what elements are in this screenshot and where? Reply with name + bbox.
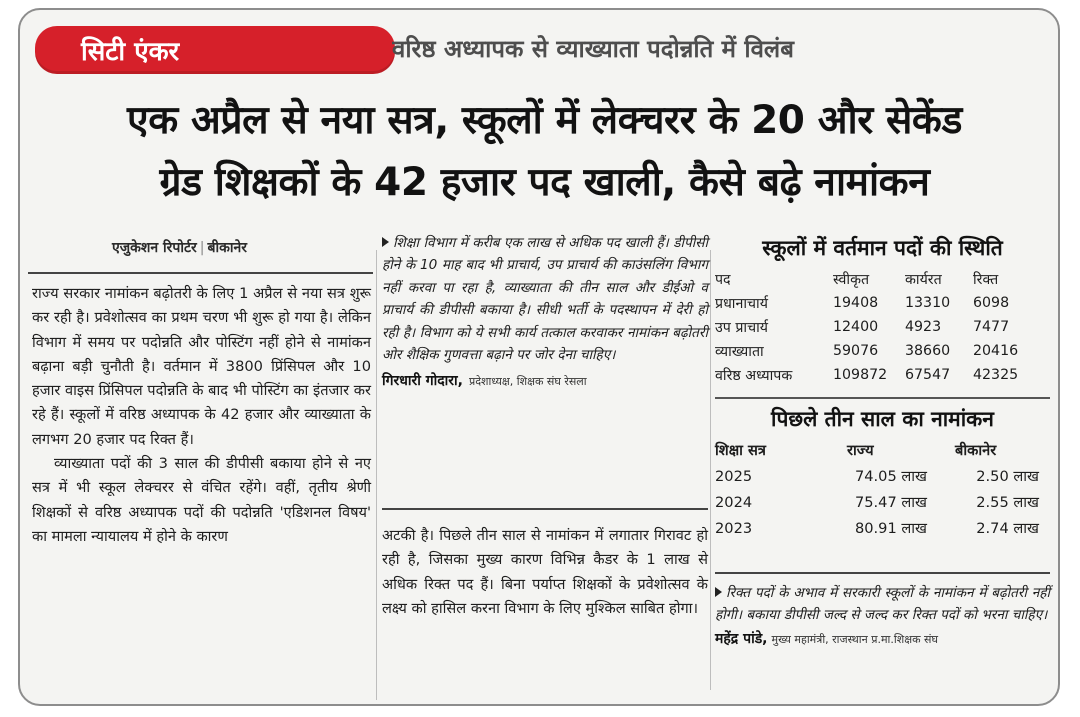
header-cell: रिक्त [973,271,999,288]
article-continuation: अटकी है। पिछले तीन साल से नामांकन में लगातार गिरावट हो रही है, जिसका मुख्य कारण विभिन्न कैडर के 1 लाख से अधिक रिक्त पद हैं। बिना पर्याप्त शिक्षकों के प्रवेशोत्सव के लक्ष्य को हासिल करना विभाग के लिए मुश्किल साबित होगा। [382,527,708,617]
header-cell: स्वीकृत [833,271,870,288]
enrollment-table-header [715,437,1050,463]
table-row [715,315,1050,339]
quote-arrow-icon [715,587,722,597]
table-cell: 2.50 लाख [976,468,1039,485]
pull-quote-1-text: शिक्षा विभाग में करीब एक लाख से अधिक पद खाली हैं। डीपीसी होने के 10 माह बाद भी प्राचार्य, उप प्राचार्य की काउंसलिंग विभाग नहीं करवा पा रहा है, व्याख्याता की तीन साल और डीईओ व प्राचार्य की डीपीसी बकाया है। सीधी भर्ती के पदस्थापन में देरी हो रही है। विभाग को ये सभी कार्य तत्काल करवाकर नामांकन बढ़ोतरी ओर शैक्षिक गुणवत्ता बढ़ाने पर जोर देना चाहिए। [382,235,708,364]
header-cell: कार्यरत [905,271,942,288]
article-column-2 [382,232,708,390]
header-cell: शिक्षा सत्र [715,442,766,459]
table-row [715,339,1050,363]
table-cell: वरिष्ठ अध्यापक [715,367,793,384]
table-cell: 67547 [905,367,951,383]
article-paragraph-1: राज्य सरकार नामांकन बढ़ोतरी के लिए 1 अप्रैल से नया सत्र शुरू कर रही है। प्रवेशोत्सव का प्रथम चरण भी शुरू हो गया है। लेकिन विभाग में समय पर पदोन्नति और पोस्टिंग नहीं होने से नामांकन बढ़ाना बड़ी चुनौती है। वर्तमान में 3800 प्रिंसिपल और 10 हजार वाइस प्रिंसिपल पदोन्नति के बाद भी पोस्टिंग का इंतजार कर रहे हैं। स्कूलों में वरिष्ठ अध्यापक के 42 हजार और व्याख्याता के लगभग 20 हजार पद रिक्त हैं। [32,285,371,448]
table-cell: 75.47 लाख [854,494,927,511]
quote-arrow-icon [382,237,389,247]
pull-quote-1-signature [382,371,708,390]
pull-quote-2-role: मुख्य महामंत्री, राजस्थान प्र.मा.शिक्षक संघ [771,632,938,646]
table-cell: 59076 [833,343,879,359]
vacancy-table-header [715,267,1050,291]
byline [112,238,247,257]
table-cell: 7477 [973,319,1010,335]
header-cell: पद [715,271,731,288]
table-cell: 2.74 लाख [976,520,1039,537]
headline-line-1: एक अप्रैल से नया सत्र, स्कूलों में लेक्चरर के 20 और सेकेंड [127,98,962,143]
pull-quote-1-role: प्रदेशाध्यक्ष, शिक्षक संघ रेसला [468,375,587,389]
table-cell: व्याख्याता [715,343,764,360]
kicker-headline: वरिष्ठ अध्यापक से व्याख्याता पदोन्नति में विलंब [392,35,794,63]
table-cell: 2023 [715,519,753,537]
table-row [715,291,1050,315]
stats-column [715,232,1050,541]
table-cell: 2.55 लाख [976,494,1039,511]
pull-quote-2-body [715,582,1050,627]
column-2-rule [382,508,708,510]
article-paragraph-2: व्याख्याता पदों की 3 साल की डीपीसी बकाया होने से नए सत्र में भी स्कूल लेक्चरर से वंचित रहेंगे। वहीं, तृतीय श्रेणी शिक्षकों से वरिष्ठ अध्यापक पदों की पदोन्नति 'एडिशनल विषय' का मामला न्यायालय में होने के कारण [32,455,371,545]
section-badge-label: सिटी एंकर [81,37,180,67]
pull-quote-1-author: गिरधारी गोदारा, [382,373,463,390]
enrollment-table-title: पिछले तीन साल का नामांकन [715,397,1050,437]
table-row [715,515,1050,541]
table-row [715,363,1050,387]
table-cell: 2025 [715,467,753,485]
table-cell: 20416 [973,343,1019,359]
table-cell: 38660 [905,343,951,359]
vacancy-table-title: स्कूलों में वर्तमान पदों की स्थिति [762,236,1003,260]
table-cell: 42325 [973,367,1019,383]
table-cell: 19408 [833,295,879,311]
table-cell: 4923 [905,319,942,335]
pull-quote-2 [715,572,1050,648]
table-cell: 6098 [973,295,1010,311]
news-clipping [18,8,1060,706]
header-cell: राज्य [847,442,874,459]
column-divider [376,250,377,700]
table-cell: 80.91 लाख [854,520,927,537]
table-cell: उप प्राचार्य [715,319,769,336]
column-divider [710,250,711,690]
table-cell: प्रधानाचार्य [715,295,768,312]
pull-quote-2-text: रिक्त पदों के अभाव में सरकारी स्कूलों के नामांकन में बढ़ोतरी नहीं होगी। बकाया डीपीसी जल्द से जल्द कर रिक्त पदों को भरना चाहिए। [715,585,1050,624]
header-cell: बीकानेर [955,442,997,459]
pull-quote-1 [382,232,708,366]
pull-quote-2-signature [715,629,1050,648]
headline-line-2: ग्रेड शिक्षकों के 42 हजार पद खाली, कैसे बढ़े नामांकन [159,160,930,205]
article-column-1 [28,272,373,697]
table-cell: 12400 [833,319,879,335]
table-cell: 2024 [715,493,753,511]
table-row [715,463,1050,489]
table-cell: 74.05 लाख [854,468,927,485]
byline-separator: | [199,240,205,256]
byline-city: बीकानेर [207,240,247,256]
pull-quote-2-author: महेंद्र पांडे, [715,630,768,647]
section-badge [35,26,395,74]
table-row [715,489,1050,515]
table-cell: 109872 [833,367,888,383]
table-cell: 13310 [905,295,951,311]
byline-reporter: एजुकेशन रिपोर्टर [112,240,197,256]
